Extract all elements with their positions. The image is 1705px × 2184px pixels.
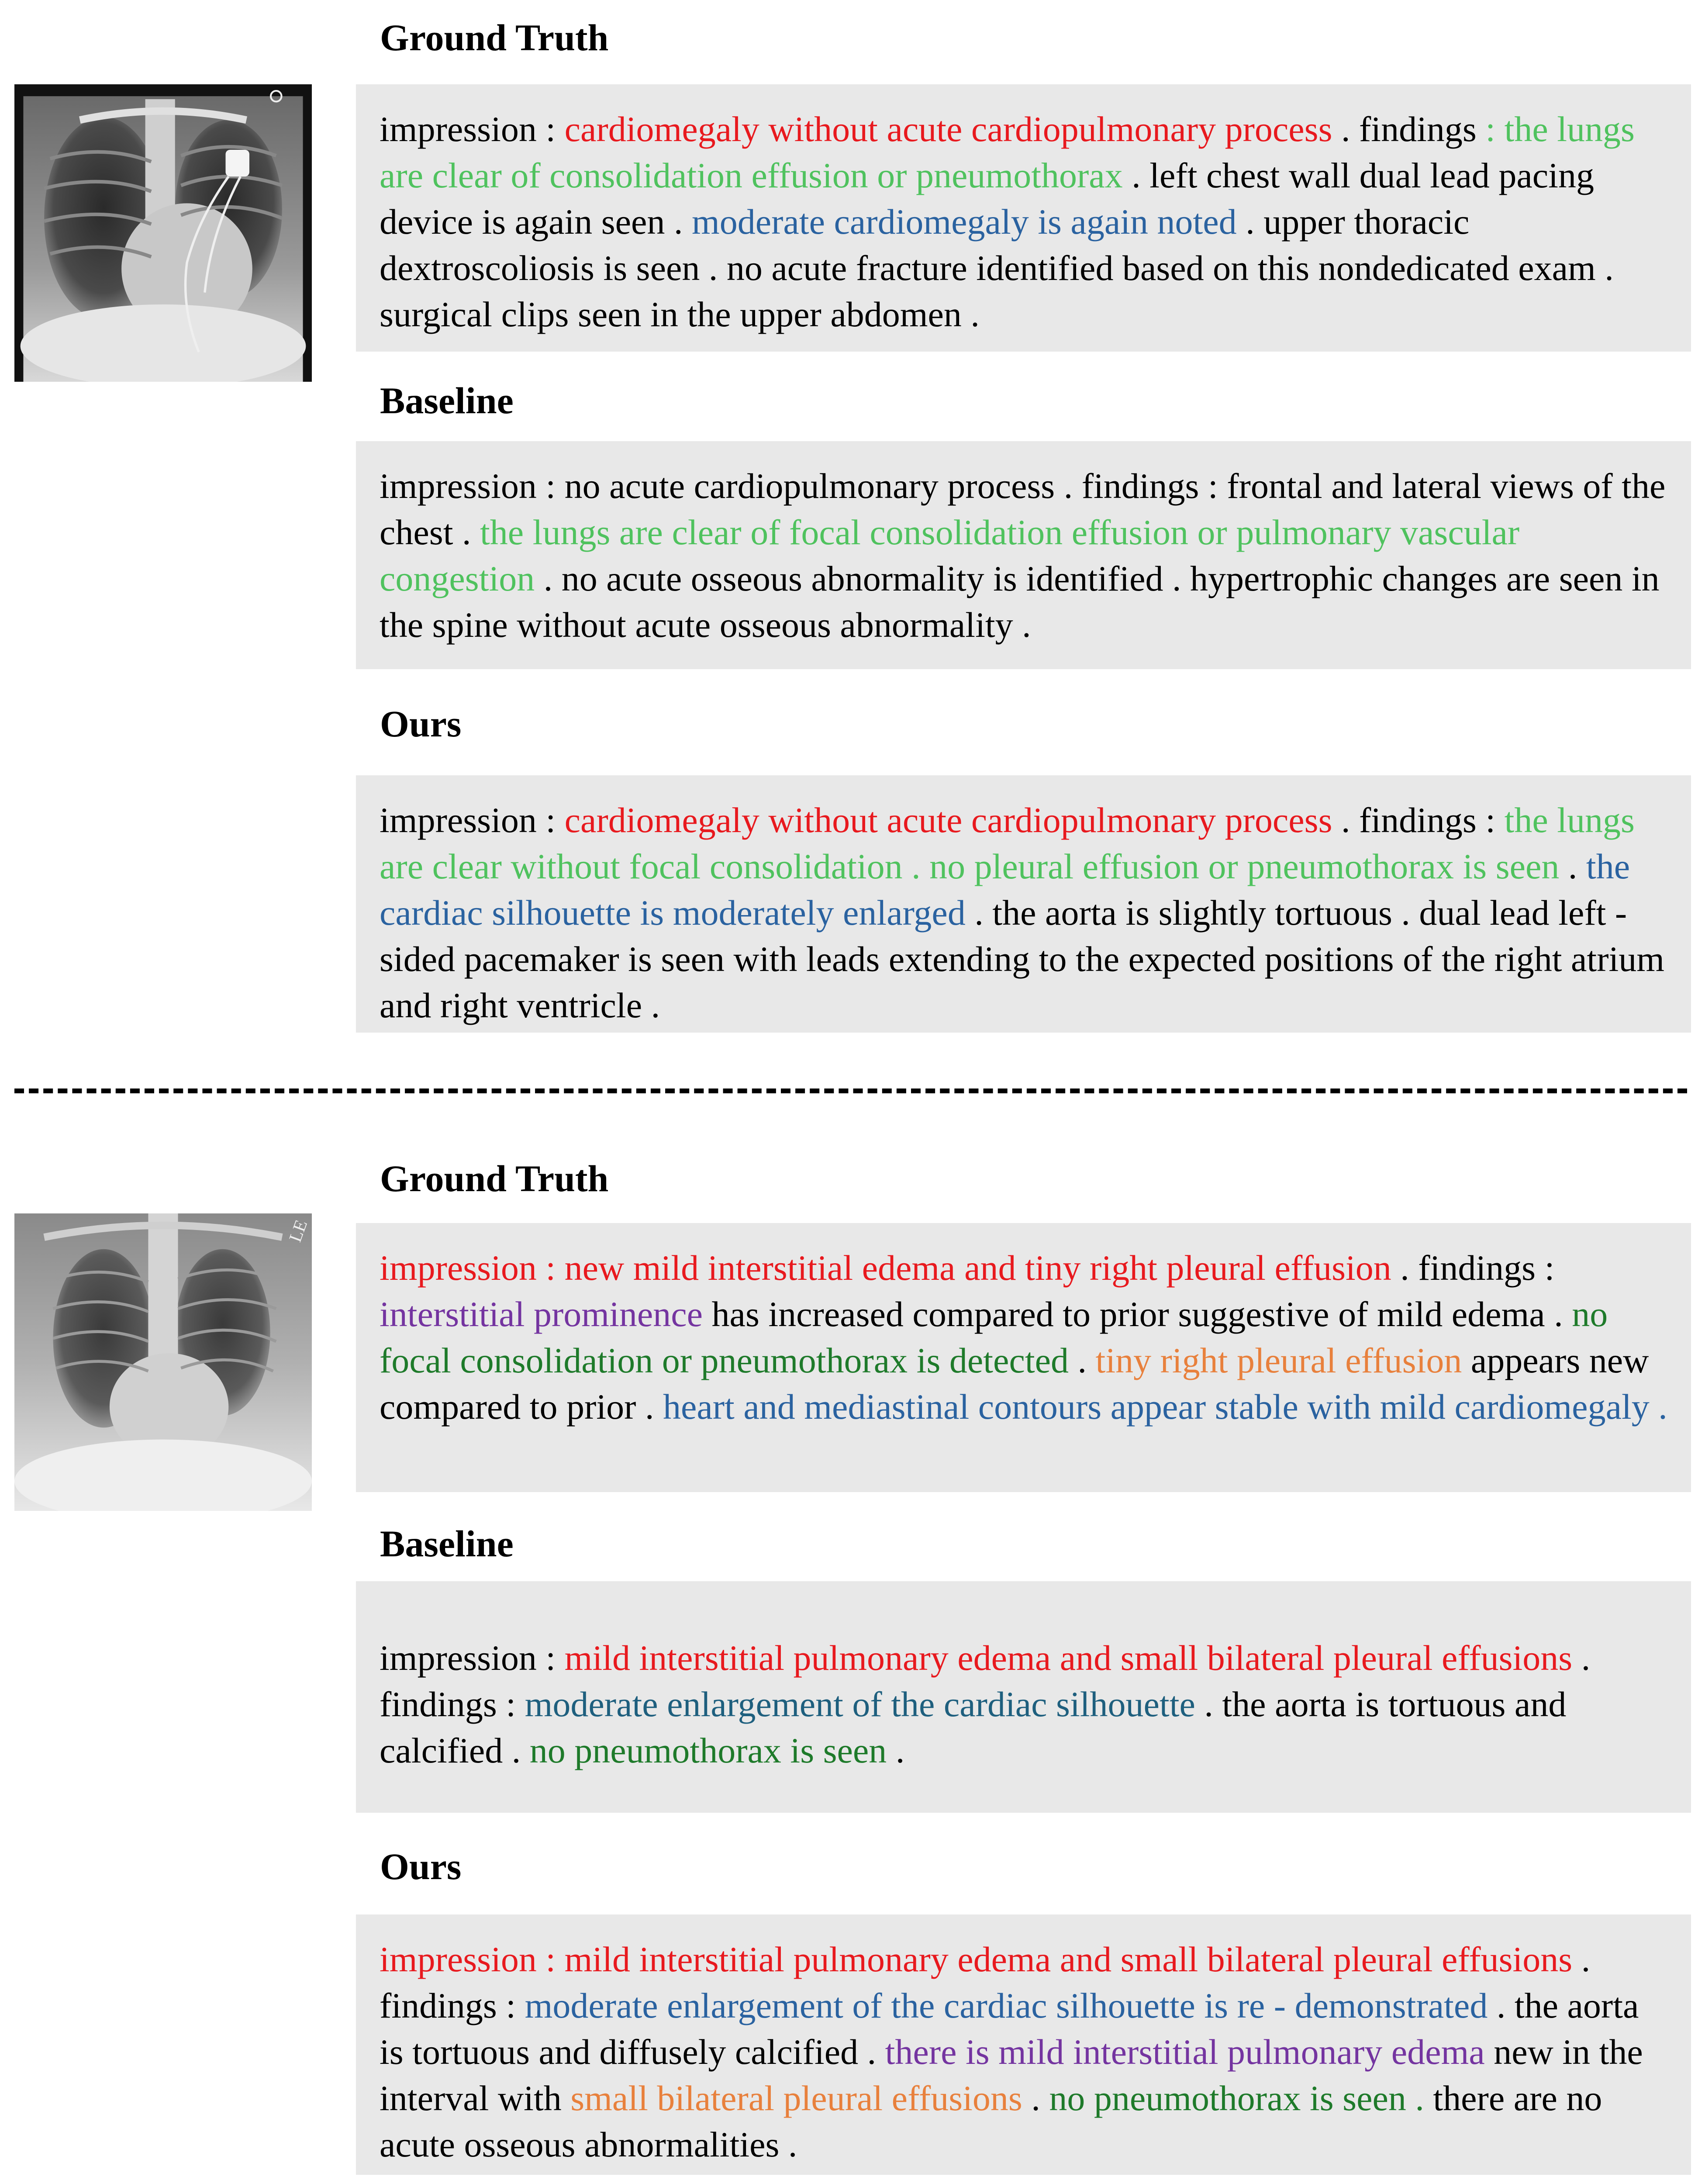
report-label: Baseline [380,380,514,422]
report-segment: . [887,1731,905,1770]
report-segment: there are no acute osseous abnormalities . [380,2078,1611,2164]
report-segment: the lungs are clear without focal consolidation . no pleural effusion or pneumothorax is seen [380,800,1644,886]
report-segment: . [1022,2078,1049,2118]
report-segment: moderate cardiomegaly is again noted [691,202,1237,242]
chest-xray-edema-icon [14,1213,312,1511]
report-segment: . findings [1332,109,1486,149]
report-segment: . upper thoracic dextroscoliosis is seen . no acute fracture identified based on this nondedicated exam . surgical clips seen in the upper abdomen . [380,202,1623,334]
report-panel [356,1223,1691,1492]
section-divider [14,1089,1687,1093]
report-label: Ours [380,703,462,745]
report-text [380,797,1674,1029]
report-segment: no pneumothorax is seen [529,1731,887,1770]
report-segment: . the aorta is tortuous and diffusely calcified . [380,1986,1648,2072]
report-panel [356,1581,1691,1813]
report-segment: appears new compared to prior . [380,1341,1658,1427]
report-panel [356,441,1691,669]
report-segment: . left chest wall dual lead pacing device is again seen . [380,156,1603,242]
report-label: Ground Truth [380,17,609,59]
report-segment: has increased compared to prior suggestive of mild edema . [703,1294,1572,1334]
report-text [380,1936,1668,2168]
report-segment: impression : no acute cardiopulmonary process . findings : frontal and lateral views of the chest . [380,466,1674,552]
report-segment: impression : [380,109,565,149]
report-segment: cardiomegaly without acute cardiopulmonary process [564,109,1332,149]
report-segment: . findings : [1332,800,1505,840]
report-segment: tiny right pleural effusion [1095,1341,1462,1380]
report-segment: the lungs are clear of focal consolidation effusion or pulmonary vascular congestion [380,512,1529,598]
report-segment: cardiomegaly without acute cardiopulmonary process [564,800,1332,840]
report-text [380,106,1668,338]
report-segment: . findings : [380,1638,1599,1724]
report-segment: mild interstitial pulmonary edema and small bilateral pleural effusions [564,1638,1573,1678]
report-panel [356,1914,1691,2175]
report-segment: moderate enlargement of the cardiac silhouette is re - demonstrated [525,1986,1488,2025]
report-segment: . [1069,1341,1096,1380]
report-segment: moderate enlargement of the cardiac silhouette [525,1684,1195,1724]
report-segment: small bilateral pleural effusions [570,2078,1022,2118]
chest-xray-2 [14,1213,312,1511]
report-segment: : the lungs are clear of consolidation effusion or pneumothorax [380,109,1644,195]
report-segment: . the aorta is slightly tortuous . dual lead left - sided pacemaker is seen with leads extending to the expected positions of the right atrium and right ventricle . [380,893,1674,1025]
report-segment: . [1559,847,1586,886]
report-label: Ground Truth [380,1158,609,1199]
report-segment: no pneumothorax is seen . [1049,2078,1424,2118]
report-segment: impression : [380,800,565,840]
report-text [380,1635,1668,1774]
report-segment: impression : [380,1638,565,1678]
report-segment: . findings : [380,1939,1599,2025]
report-segment: interstitial prominence [380,1294,703,1334]
report-panel [356,775,1691,1033]
report-segment: the cardiac silhouette is moderately enlarged [380,847,1639,933]
report-label: Baseline [380,1523,514,1565]
report-segment: impression : mild interstitial pulmonary edema and small bilateral pleural effusions [380,1939,1573,1979]
report-segment: impression : new mild interstitial edema and tiny right pleural effusion [380,1248,1391,1288]
report-segment: . no acute osseous abnormality is identified . hypertrophic changes are seen in the spine without acute osseous abnormality . [380,559,1669,645]
report-segment: . findings : [1391,1248,1563,1288]
report-segment: . the aorta is tortuous and calcified . [380,1684,1575,1770]
report-label: Ours [380,1845,462,1887]
report-panel [356,84,1691,352]
report-segment: no focal consolidation or pneumothorax is detected [380,1294,1617,1380]
chest-xray-1 [14,84,312,382]
svg-text:LE: LE [285,1217,311,1245]
report-segment: there is mild interstitial pulmonary edema [885,2032,1485,2072]
report-text [380,1245,1668,1430]
chest-xray-pacemaker-icon [14,84,312,382]
report-segment: new in the interval with [380,2032,1652,2118]
report-segment: heart and mediastinal contours appear stable with mild cardiomegaly . [663,1387,1667,1427]
report-text [380,463,1674,648]
